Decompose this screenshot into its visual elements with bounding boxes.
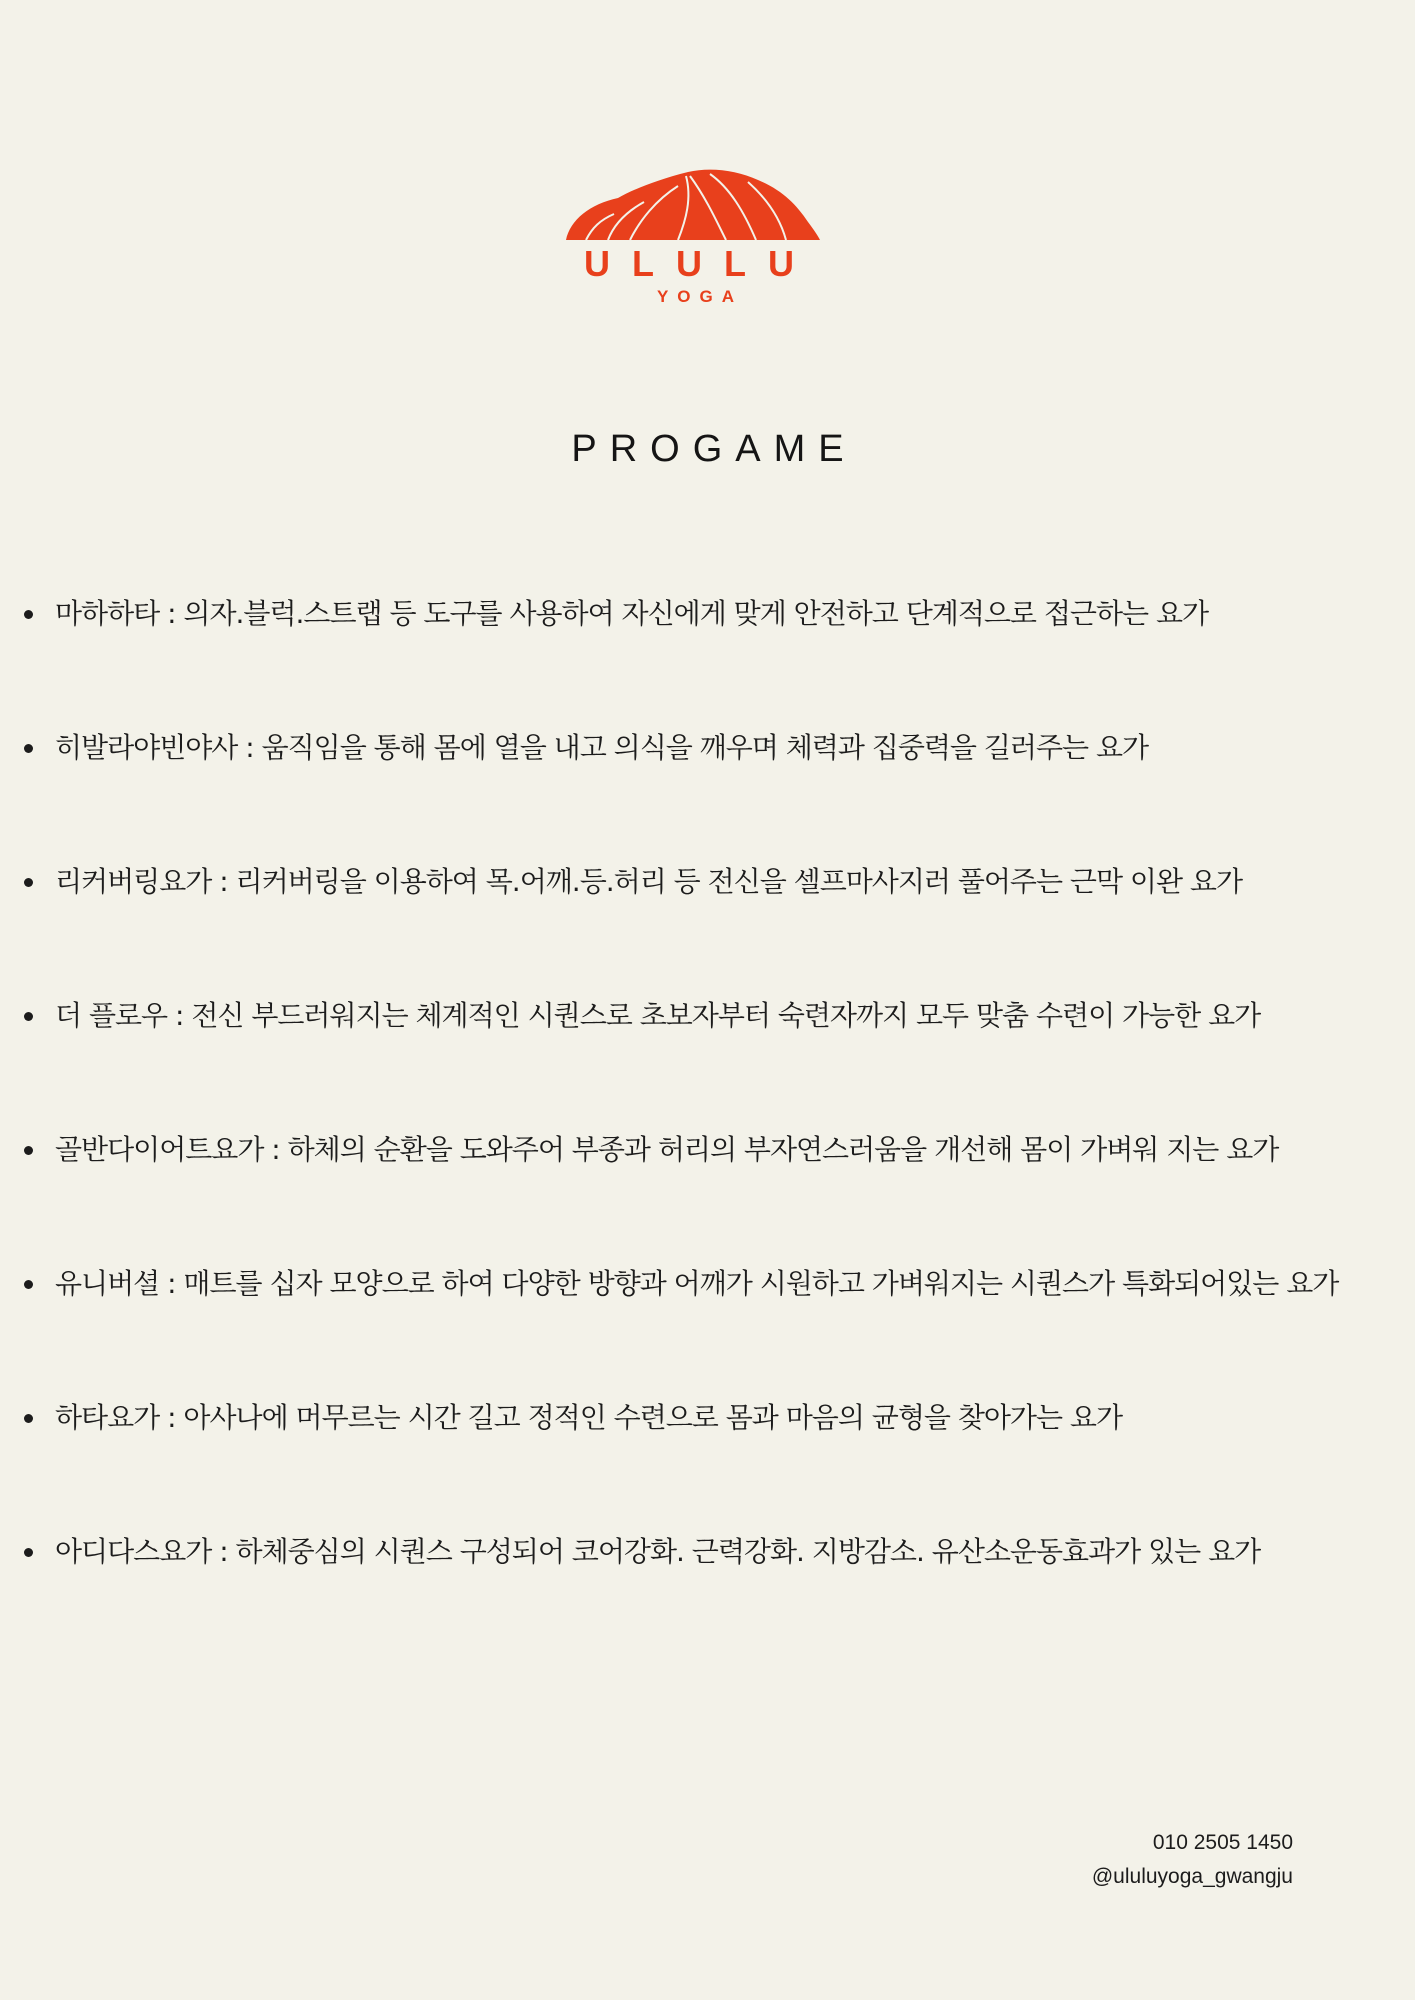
program-item-pelvis-diet-yoga bbox=[0, 1124, 1415, 1258]
logo-tagline: YOGA bbox=[656, 287, 744, 306]
program-item-universal bbox=[0, 1258, 1415, 1392]
bullet-icon bbox=[24, 744, 33, 753]
program-text: 아디다스요가 : 하체중심의 시퀀스 구성되어 코어강화. 근력강화. 지방감소. 유산소운동효과가 있는 요가 bbox=[55, 1535, 1261, 1568]
bullet-icon bbox=[24, 610, 33, 619]
program-item-adidas-yoga bbox=[0, 1526, 1415, 1660]
program-item-himalaya-vinyasa bbox=[0, 722, 1415, 856]
bullet-icon bbox=[24, 1280, 33, 1289]
page-title: PROGAME bbox=[571, 428, 857, 470]
bullet-icon bbox=[24, 1414, 33, 1423]
bullet-icon bbox=[24, 878, 33, 887]
program-list bbox=[0, 588, 1415, 1660]
bullet-icon bbox=[24, 1146, 33, 1155]
program-item-the-flow bbox=[0, 990, 1415, 1124]
program-item-recovering-yoga bbox=[0, 856, 1415, 990]
bullet-icon bbox=[24, 1548, 33, 1557]
ululu-yoga-logo bbox=[560, 168, 840, 308]
program-item-mahahata bbox=[0, 588, 1415, 722]
program-item-hatha-yoga bbox=[0, 1392, 1415, 1526]
program-text: 더 플로우 : 전신 부드러워지는 체계적인 시퀀스로 초보자부터 숙련자까지 모두 맞춤 수련이 가능한 요가 bbox=[55, 999, 1261, 1032]
program-text: 마하하타 : 의자.블럭.스트랩 등 도구를 사용하여 자신에게 맞게 안전하고 단계적으로 접근하는 요가 bbox=[55, 597, 1209, 630]
phone-number: 010 2505 1450 bbox=[1152, 1831, 1293, 1854]
program-text: 하타요가 : 아사나에 머무르는 시간 길고 정적인 수련으로 몸과 마음의 균형을 찾아가는 요가 bbox=[55, 1401, 1123, 1434]
program-text: 히발라야빈야사 : 움직임을 통해 몸에 열을 내고 의식을 깨우며 체력과 집중력을 길러주는 요가 bbox=[55, 731, 1149, 764]
program-text: 리커버링요가 : 리커버링을 이용하여 목.어깨.등.허리 등 전신을 셀프마사지러 풀어주는 근막 이완 요가 bbox=[55, 865, 1243, 898]
logo-wordmark: ULULU bbox=[584, 243, 816, 284]
program-text: 골반다이어트요가 : 하체의 순환을 도와주어 부종과 허리의 부자연스러움을 개선해 몸이 가벼워 지는 요가 bbox=[55, 1133, 1279, 1166]
contact-info bbox=[1092, 1826, 1293, 1894]
bullet-icon bbox=[24, 1012, 33, 1021]
program-text: 유니버셜 : 매트를 십자 모양으로 하여 다양한 방향과 어깨가 시원하고 가벼워지는 시퀀스가 특화되어있는 요가 bbox=[55, 1267, 1339, 1300]
rock-mountain-icon bbox=[560, 168, 840, 308]
instagram-handle: @ululuyoga_gwangju bbox=[1091, 1865, 1293, 1888]
